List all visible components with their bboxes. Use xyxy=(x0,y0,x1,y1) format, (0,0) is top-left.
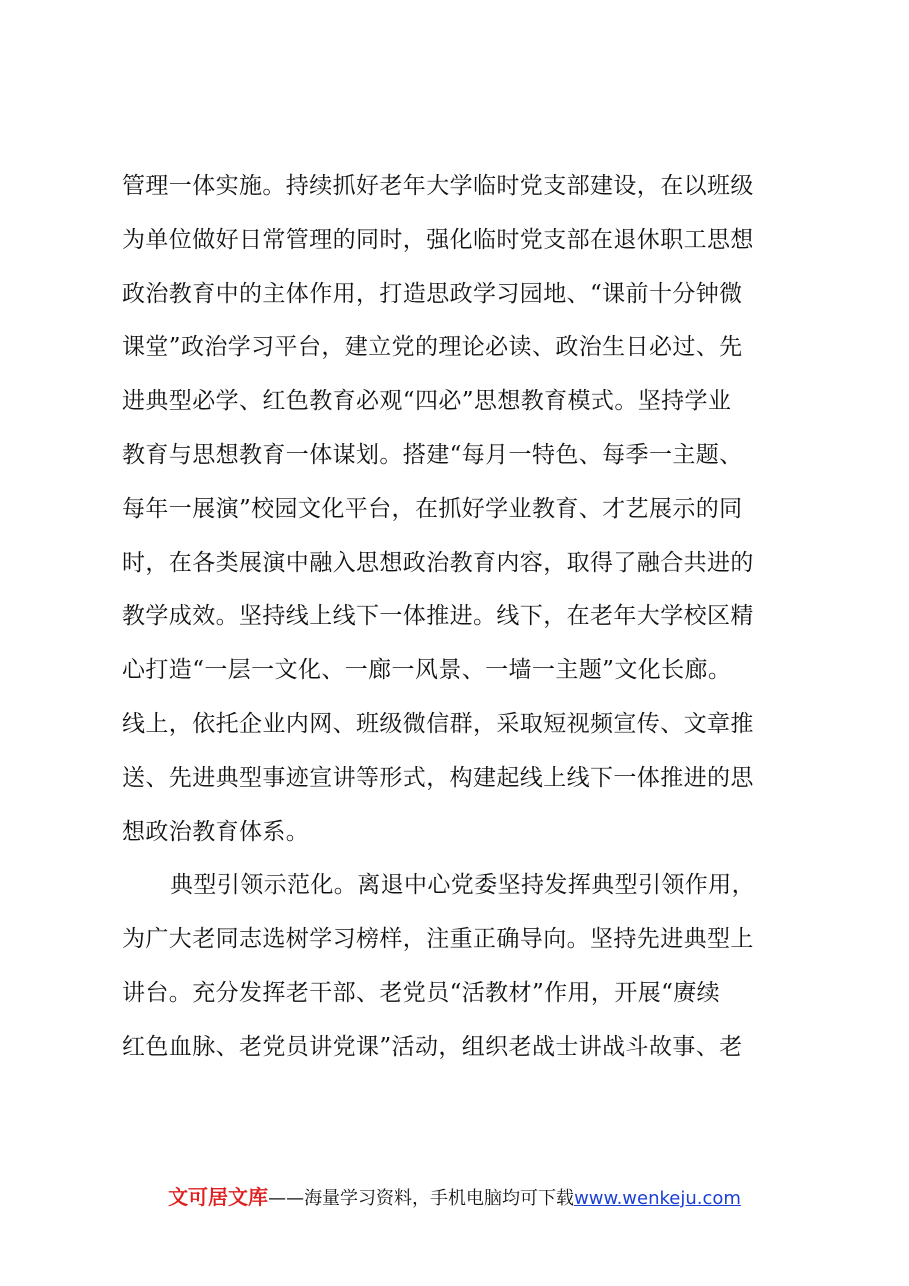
text-line: 送、先进典型事迹宣讲等形式，构建起线上线下一体推进的思 xyxy=(122,764,754,791)
footer-tagline: ——海量学习资料，手机电脑均可下载 xyxy=(268,1188,575,1209)
footer-link[interactable]: www.wenkeju.com xyxy=(574,1188,741,1209)
text-line: 政治教育中的主体作用，打造思政学习园地、“课前十分钟微 xyxy=(122,280,743,307)
text-line: 想政治教育体系。 xyxy=(122,818,310,845)
text-line: 心打造“一层一文化、一廊一风景、一墙一主题”文化长廊。 xyxy=(122,657,732,684)
text-line: 教学成效。坚持线上线下一体推进。线下，在老年大学校区精 xyxy=(122,603,754,630)
text-line: 管理一体实施。持续抓好老年大学临时党支部建设，在以班级 xyxy=(122,173,754,199)
text-line: 红色血脉、老党员讲党课”活动，组织老战士讲战斗故事、老 xyxy=(122,1033,743,1060)
text-line: 课堂”政治学习平台，建立党的理论必读、政治生日必过、先 xyxy=(122,334,743,361)
text-line: 讲台。充分发挥老干部、老党员“活教材”作用，开展“赓续 xyxy=(122,979,721,1006)
text-line: 为单位做好日常管理的同时，强化临时党支部在退休职工思想 xyxy=(122,226,754,253)
text-line: 为广大老同志选树学习榜样，注重正确导向。坚持先进典型上 xyxy=(122,926,754,953)
text-line: 线上，依托企业内网、班级微信群，采取短视频宣传、文章推 xyxy=(122,710,754,737)
document-body xyxy=(122,160,787,1075)
footer-brand: 文可居文库 xyxy=(168,1185,269,1209)
paragraph-first-line: 典型引领示范化。离退中心党委坚持发挥典型引领作用， xyxy=(170,872,755,899)
page-footer xyxy=(0,1181,909,1210)
text-line: 每年一展演”校园文化平台，在抓好学业教育、才艺展示的同 xyxy=(122,495,743,522)
text-line: 教育与思想教育一体谋划。搭建“每月一特色、每季一主题、 xyxy=(122,441,743,468)
text-line: 进典型必学、红色教育必观“四必”思想教育模式。坚持学业 xyxy=(122,388,732,415)
text-line: 时，在各类展演中融入思想政治教育内容，取得了融合共进的 xyxy=(122,549,754,576)
